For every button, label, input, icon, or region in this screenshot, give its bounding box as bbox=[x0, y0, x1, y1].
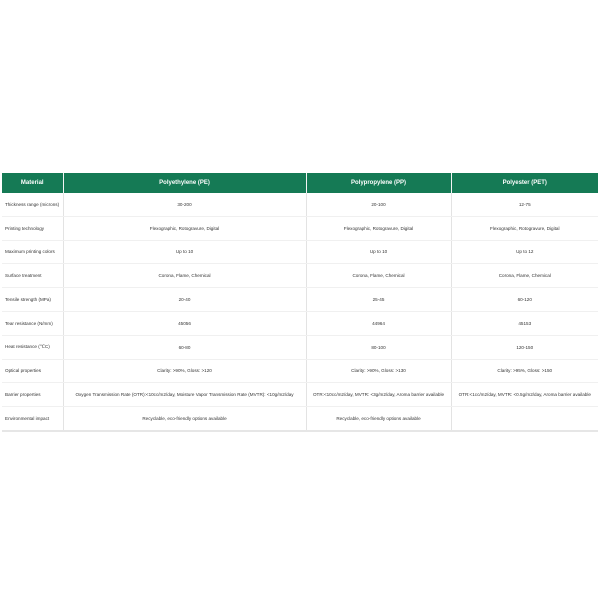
cell-pe: 60-80 bbox=[63, 335, 306, 359]
table-row bbox=[2, 240, 598, 264]
cell-pp: Corona, Flame, Chemical bbox=[306, 264, 451, 288]
cell-pet: Corona, Flame, Chemical bbox=[451, 264, 598, 288]
cell-pet: Up to 12 bbox=[451, 240, 598, 264]
cell-pe: Clarity: >90%, Gloss: >120 bbox=[63, 359, 306, 383]
cell-pet: Clarity: >95%, Gloss: >150 bbox=[451, 359, 598, 383]
cell-pp: 25-45 bbox=[306, 288, 451, 312]
table-row bbox=[2, 383, 598, 407]
cell-pe: 45056 bbox=[63, 311, 306, 335]
cell-pet: 120-150 bbox=[451, 335, 598, 359]
cell-pp: 80-100 bbox=[306, 335, 451, 359]
cell-pe: Recyclable, eco-friendly options available bbox=[63, 407, 306, 431]
row-label: Printing technology bbox=[2, 216, 63, 240]
row-label: Surface treatment bbox=[2, 264, 63, 288]
row-label: Thickness range (microns) bbox=[2, 193, 63, 216]
header-pet: Polyester (PET) bbox=[451, 173, 598, 193]
row-label: Tensile strength (MPa) bbox=[2, 288, 63, 312]
table-row bbox=[2, 335, 598, 359]
table-row bbox=[2, 407, 598, 431]
cell-pp: Flexographic, Rotogravure, Digital bbox=[306, 216, 451, 240]
cell-pe: Oxygen Transmission Rate (OTR):<10cc/m2/day, Moisture Vapor Transmission Rate (MVTR): <10g/m2/day bbox=[63, 383, 306, 407]
table-row bbox=[2, 193, 598, 216]
cell-pet: 45153 bbox=[451, 311, 598, 335]
row-label: Maximum printing colors bbox=[2, 240, 63, 264]
cell-pp: Recyclable, eco-friendly options available bbox=[306, 407, 451, 431]
cell-pp: 44964 bbox=[306, 311, 451, 335]
cell-pe: 20-40 bbox=[63, 288, 306, 312]
row-label: Barrier properties bbox=[2, 383, 63, 407]
row-label: Environmental impact bbox=[2, 407, 63, 431]
cell-pe: Up to 10 bbox=[63, 240, 306, 264]
table-row bbox=[2, 288, 598, 312]
header-material: Material bbox=[2, 173, 63, 193]
cell-pp: Up to 10 bbox=[306, 240, 451, 264]
header-pe: Polyethylene (PE) bbox=[63, 173, 306, 193]
cell-pe: 30-200 bbox=[63, 193, 306, 216]
row-label: Optical properties bbox=[2, 359, 63, 383]
comparison-table-container bbox=[2, 173, 598, 432]
cell-pet: OTR:<1cc/m2/day, MVTR: <0.5g/m2/day, Aroma barrier available bbox=[451, 383, 598, 407]
cell-pet: 12-75 bbox=[451, 193, 598, 216]
row-label: Tear resistance (N/mm) bbox=[2, 311, 63, 335]
cell-pp: OTR:<10cc/m2/day, MVTR: <3g/m2/day, Aroma barrier available bbox=[306, 383, 451, 407]
header-pp: Polypropylene (PP) bbox=[306, 173, 451, 193]
cell-pet: Flexographic, Rotogravure, Digital bbox=[451, 216, 598, 240]
cell-pp: 20-100 bbox=[306, 193, 451, 216]
table-row bbox=[2, 359, 598, 383]
cell-pet: 60-120 bbox=[451, 288, 598, 312]
cell-pp: Clarity: >90%, Gloss: >130 bbox=[306, 359, 451, 383]
table-header-row bbox=[2, 173, 598, 193]
table-row bbox=[2, 216, 598, 240]
table-row bbox=[2, 264, 598, 288]
cell-pe: Corona, Flame, Chemical bbox=[63, 264, 306, 288]
row-label: Heat resistance (℃C) bbox=[2, 335, 63, 359]
table-row bbox=[2, 311, 598, 335]
cell-pe: Flexographic, Rotogravure, Digital bbox=[63, 216, 306, 240]
cell-pet bbox=[451, 407, 598, 431]
material-comparison-table bbox=[2, 173, 598, 432]
